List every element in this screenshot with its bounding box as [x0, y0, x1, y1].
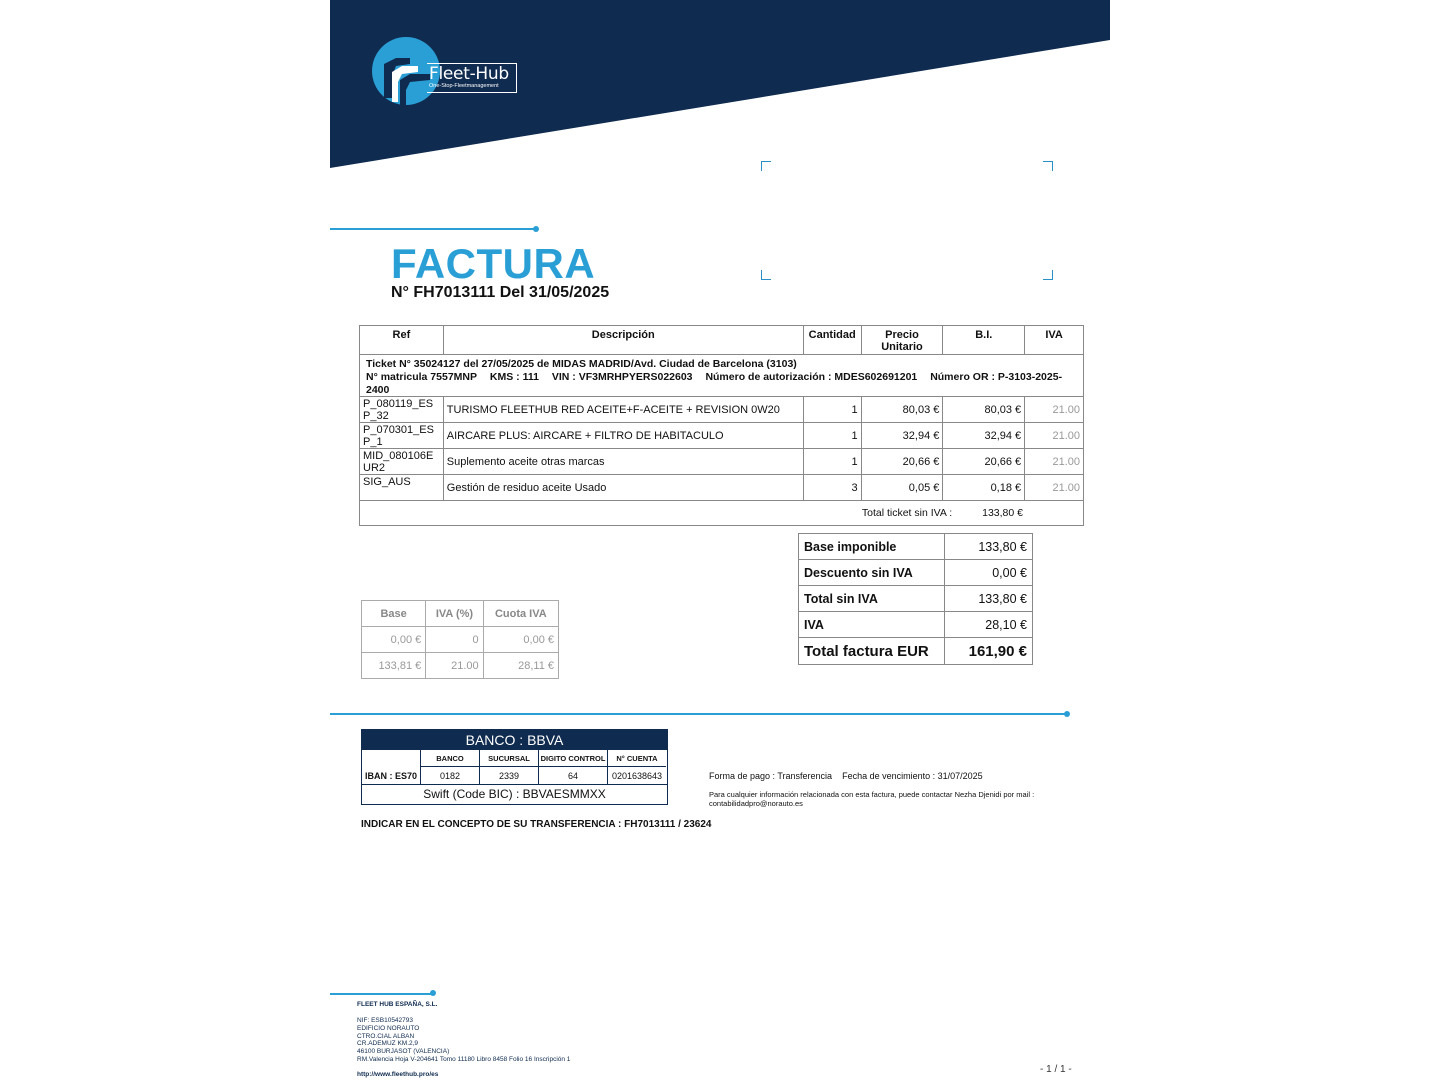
item-qty: 1 — [804, 423, 862, 448]
account-col-value: 0201638643 — [611, 770, 663, 781]
bank-col-value: 0182 — [439, 770, 461, 781]
item-qty: 1 — [804, 449, 862, 474]
bank-grid — [362, 750, 667, 785]
summary-value: 0,00 € — [945, 560, 1033, 586]
table-row — [360, 475, 1083, 501]
item-iva: 21.00 — [1052, 481, 1080, 494]
header-iva: IVA — [1045, 329, 1063, 341]
invoice-number: N° FH7013111 Del 31/05/2025 — [391, 284, 610, 301]
iva-header-row — [362, 601, 559, 627]
ticket-info-row — [360, 355, 1083, 397]
address-window-corner — [1043, 270, 1053, 280]
ticket-total-row — [360, 501, 1083, 525]
footer-line: CTRO.CIAL ALBAN — [357, 1032, 415, 1040]
item-bi: 20,66 € — [943, 449, 1025, 474]
control-col-header: DIGITO CONTROL — [539, 750, 607, 767]
vehicle-line — [366, 371, 1077, 397]
iban-col — [362, 750, 421, 784]
header-ref: Ref — [360, 326, 444, 354]
item-desc: AIRCARE PLUS: AIRCARE + FILTRO DE HABITACULO — [444, 423, 804, 448]
item-ref: MID_080106EUR2 — [360, 449, 444, 474]
header-bi: B.I. — [943, 326, 1025, 354]
summary-table — [798, 533, 1033, 665]
item-unit-price: 32,94 € — [862, 423, 944, 448]
item-qty: 3 — [804, 475, 862, 500]
iva-amount: 0,00 € — [483, 627, 558, 653]
summary-total-row — [799, 638, 1033, 665]
item-unit-price: 20,66 € — [862, 449, 944, 474]
bank-title: BANCO : BBVA — [362, 730, 667, 750]
header-desc: Descripción — [444, 326, 804, 354]
bank-col — [421, 750, 480, 784]
contact-email: contabilidadpro@norauto.es — [709, 799, 803, 808]
header-qty: Cantidad — [804, 326, 862, 354]
iva-row — [362, 627, 559, 653]
summary-label: Descuento sin IVA — [799, 560, 945, 586]
item-bi: 32,94 € — [943, 423, 1025, 448]
footer-url-link[interactable]: http://www.fleethub.pro/es — [357, 1071, 439, 1078]
swift-code: Swift (Code BIC) : BBVAESMMXX — [423, 787, 606, 801]
iban-label: IBAN : ES70 — [365, 770, 418, 781]
item-unit-price: 0,05 € — [862, 475, 944, 500]
iva-amount: 28,11 € — [483, 653, 558, 679]
iva-rate: 0 — [426, 627, 483, 653]
item-ref: P_070301_ESP_1 — [360, 423, 444, 448]
contact-info — [709, 790, 1069, 808]
item-iva: 21.00 — [1052, 403, 1080, 416]
footer-line: EDIFICIO NORAUTO — [357, 1024, 420, 1032]
auth-number: Número de autorización : MDES602691201 — [705, 371, 918, 383]
total-label: Total factura EUR — [799, 638, 945, 665]
or-number: Número OR : P-3103-2025-2400 — [366, 371, 1063, 396]
table-row — [360, 397, 1083, 423]
accent-dot — [430, 990, 436, 996]
table-row — [360, 449, 1083, 475]
item-bi: 0,18 € — [943, 475, 1025, 500]
kms: KMS : 111 — [489, 371, 539, 383]
ticket-total-label: Total ticket sin IVA : — [861, 507, 953, 519]
iva-breakdown-table — [361, 600, 559, 679]
payment-method: Forma de pago : Transferencia — [709, 771, 833, 781]
accent-dot — [533, 226, 539, 232]
control-col-value: 64 — [567, 770, 578, 781]
iva-rate: 21.00 — [426, 653, 483, 679]
item-desc: TURISMO FLEETHUB RED ACEITE+F-ACEITE + REVISION 0W20 — [444, 397, 804, 422]
accent-dot — [1064, 711, 1070, 717]
logo-name: Fleet-Hub — [429, 64, 509, 84]
address-window-corner — [1043, 161, 1053, 171]
table-row — [360, 423, 1083, 449]
item-ref: SIG_AUS — [360, 475, 444, 500]
iva-base: 0,00 € — [362, 627, 426, 653]
item-ref: P_080119_ESP_32 — [360, 397, 444, 422]
item-iva: 21.00 — [1052, 429, 1080, 442]
branch-col-value: 2339 — [498, 770, 520, 781]
invoice-page — [330, 0, 1110, 1080]
ticket-info — [360, 355, 1083, 396]
footer-line: NIF: ESB10542793 — [357, 1017, 414, 1024]
contact-line: Para cualquier información relacionada con esta factura, puede contactar Nezha Djenidi por mail : — [709, 790, 1035, 799]
summary-label: IVA — [799, 612, 945, 638]
footer-line: RM.Valencia Hoja V-204641 Tomo 11180 Libro 8458 Folio 16 Inscripción 1 — [357, 1055, 571, 1063]
ticket-total-value: 133,80 € — [982, 507, 1023, 519]
account-col-header: N° CUENTA — [608, 750, 666, 767]
branch-col — [480, 750, 539, 784]
ticket-line: Ticket N° 35024127 del 27/05/2025 de MIDAS MADRID/Avd. Ciudad de Barcelona (3103) — [366, 358, 797, 370]
accent-divider — [330, 228, 536, 230]
iva-header-rate: IVA (%) — [426, 601, 483, 627]
footer-line: CR.ADEMUZ KM.2,9 — [357, 1040, 419, 1048]
payment-info — [709, 771, 983, 781]
bank-col-header: BANCO — [421, 750, 479, 767]
summary-row — [799, 534, 1033, 560]
items-table — [359, 325, 1084, 526]
account-col — [608, 750, 666, 784]
branch-col-header: SUCURSAL — [480, 750, 538, 767]
summary-label: Base imponible — [799, 534, 945, 560]
item-qty: 1 — [804, 397, 862, 422]
header-unit-price: Precio Unitario — [862, 326, 944, 354]
summary-value: 28,10 € — [945, 612, 1033, 638]
footer-address — [357, 1017, 570, 1064]
address-window-corner — [761, 161, 771, 171]
summary-row — [799, 612, 1033, 638]
summary-value: 133,80 € — [945, 534, 1033, 560]
item-desc: Gestión de residuo aceite Usado — [444, 475, 804, 500]
summary-row — [799, 586, 1033, 612]
matricula: N° matricula 7557MNP — [366, 371, 477, 383]
accent-divider — [330, 993, 432, 995]
ticket-total — [360, 501, 1083, 525]
iva-header-amount: Cuota IVA — [483, 601, 558, 627]
iva-row — [362, 653, 559, 679]
table-header-row — [360, 326, 1083, 355]
vin: VIN : VF3MRHPYERS022603 — [551, 371, 693, 383]
bank-details — [361, 729, 668, 805]
item-desc: Suplemento aceite otras marcas — [444, 449, 804, 474]
logo-tagline: One-Stop-Fleetmanagement — [429, 83, 499, 89]
footer-company: FLEET HUB ESPAÑA, S.L. — [357, 1001, 438, 1008]
iva-header-base: Base — [362, 601, 426, 627]
summary-value: 133,80 € — [945, 586, 1033, 612]
item-iva: 21.00 — [1052, 455, 1080, 468]
iva-base: 133,81 € — [362, 653, 426, 679]
address-window-corner — [761, 270, 771, 280]
summary-row — [799, 560, 1033, 586]
transfer-note: INDICAR EN EL CONCEPTO DE SU TRANSFERENCIA : FH7013111 / 23624 — [361, 819, 712, 830]
total-value: 161,90 € — [945, 638, 1033, 665]
accent-divider — [330, 713, 1067, 715]
summary-label: Total sin IVA — [799, 586, 945, 612]
invoice-title: FACTURA — [391, 240, 596, 287]
footer-line: 46100 BURJASOT (VALENCIA) — [357, 1048, 450, 1056]
item-bi: 80,03 € — [943, 397, 1025, 422]
item-unit-price: 80,03 € — [862, 397, 944, 422]
page-number: - 1 / 1 - — [1040, 1064, 1072, 1075]
control-col — [539, 750, 608, 784]
payment-due: Fecha de vencimiento : 31/07/2025 — [842, 771, 983, 781]
iban-header-spacer — [362, 750, 420, 767]
